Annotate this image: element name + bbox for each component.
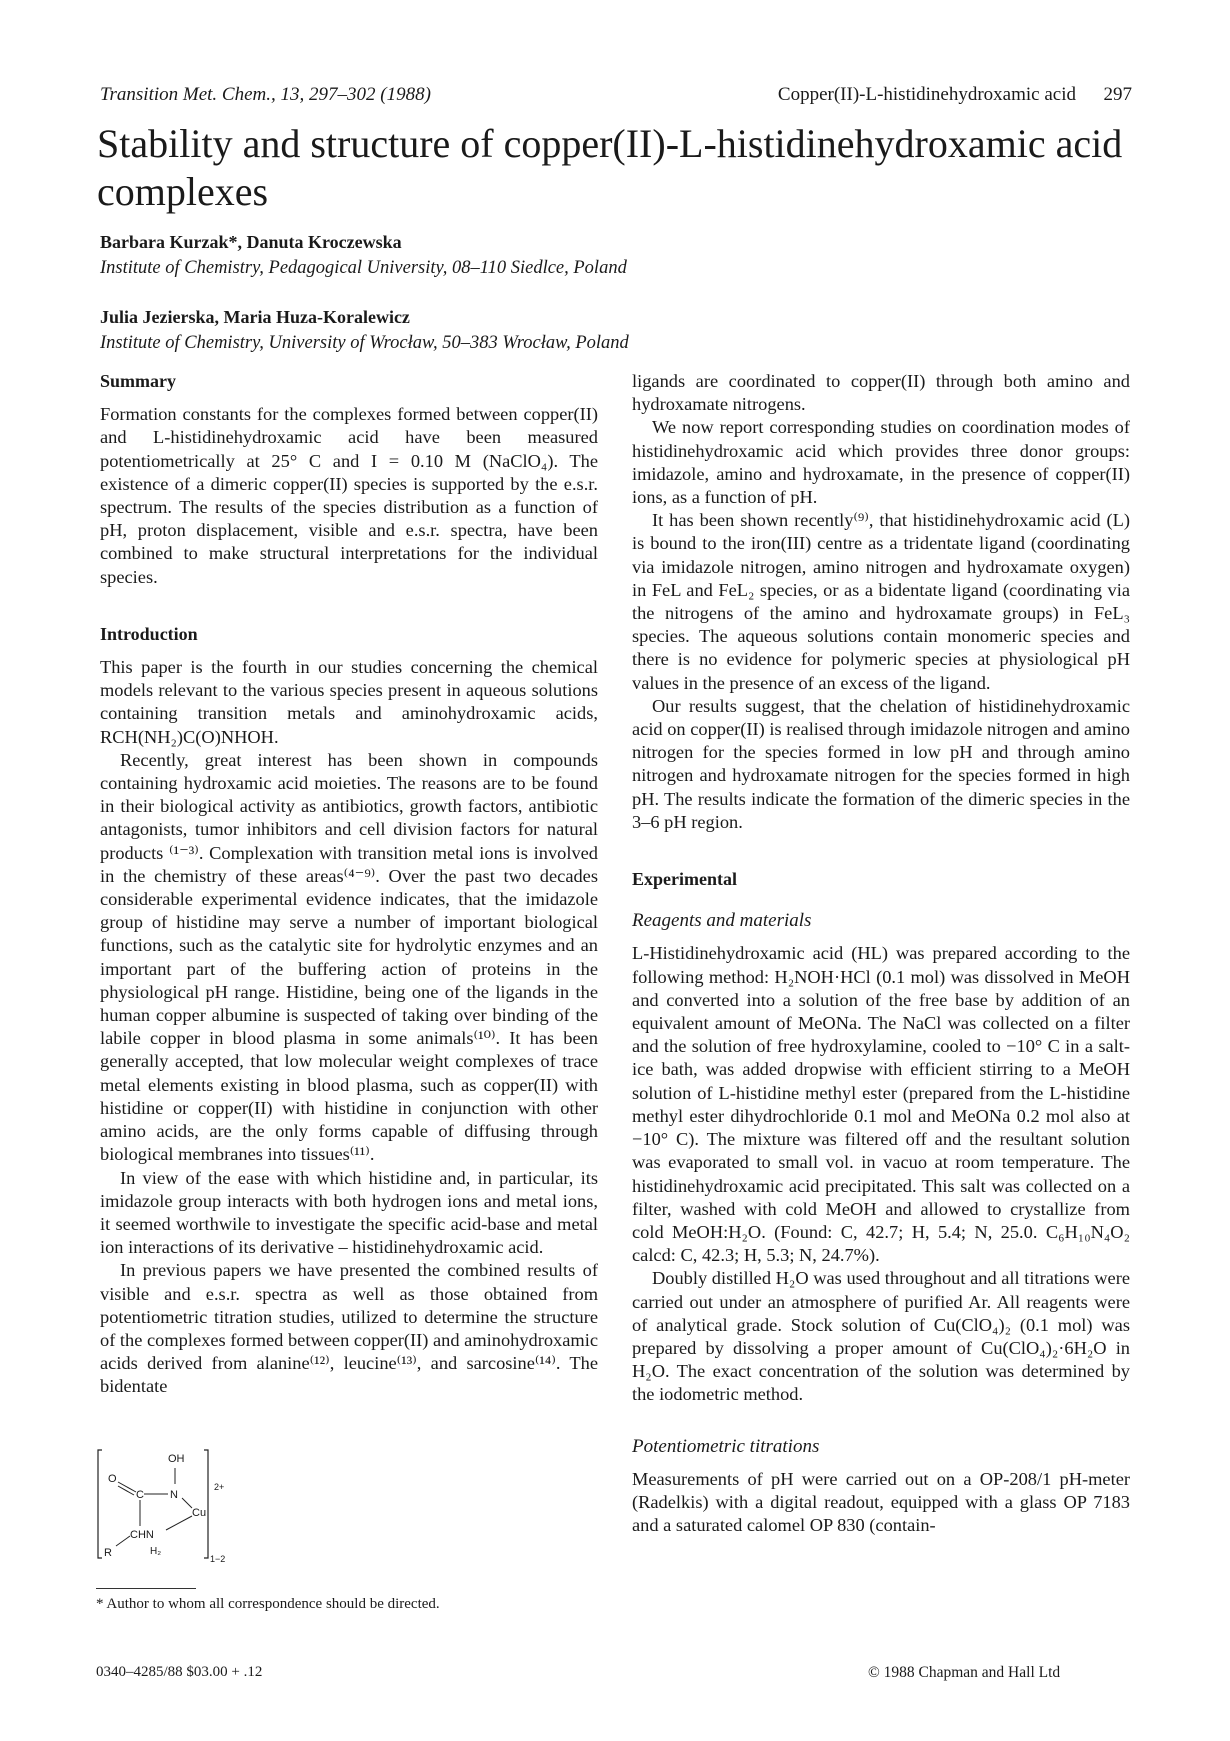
n-cu-bond <box>182 1498 192 1508</box>
charge-label: 2+ <box>214 1482 225 1492</box>
author-group-2: Julia Jezierska, Maria Huza-Koralewicz <box>100 307 410 327</box>
right-paragraph-4: Our results suggest, that the chelation of histidinehydroxamic acid on copper(II) is realised through imidazole nitrogen and amino nitrogen for the species formed in low pH and through amino nitrogen and hydroxamate nitrogen for the species formed in high pH. The results indicate the formation of the dimeric species in the 3–6 pH region. <box>632 695 1130 832</box>
chn-label: CHN <box>130 1529 154 1541</box>
article-title: Stability and structure of copper(II)-L-histidinehydroxamic acid complexes <box>97 121 1123 214</box>
copper-label: Cu <box>192 1507 207 1519</box>
summary-heading: Summary <box>100 371 176 391</box>
co-double-bond <box>118 1486 134 1495</box>
reagents-paragraph-2: Doubly distilled H₂O was used throughout and all titrations were carried out under an atmosphere of purified Ar. All reagents were of analytical grade. Stock solution of Cu(ClO₄)₂ (0.1 mol) was prepared by dissolving a proper amount of Cu(ClO₄)₂·6H₂O in H₂O. The exact concentration of the solution was determined by the iodometric method. <box>632 1268 1130 1405</box>
running-title: Copper(II)-L-histidinehydroxamic acid <box>777 84 1076 105</box>
r-group-label: R <box>104 1547 112 1559</box>
intro-paragraph-4: In previous papers we have presented the combined results of visible and e.s.r. spectra as well as those obtained from potentiometric titration studies, utilized to determine the structure of the complexes formed between copper(II) and aminohydroxamic acids derived from alanine⁽¹²⁾, leucine⁽¹³⁾, and sarcosine⁽¹⁴⁾. The bidentate <box>100 1260 598 1397</box>
intro-paragraph-3: In view of the ease with which histidine and, in particular, its imidazole group interacts with both hydrogen ions and metal ions, it seemed worthwile to investigate the specific acid-base and metal ion interactions of its derivative – histidinehydroxamic acid. <box>100 1167 598 1258</box>
footnote-rule <box>96 1588 196 1589</box>
experimental-heading: Experimental <box>632 869 737 890</box>
intro-paragraph-2: Recently, great interest has been shown in compounds containing hydroxamic acid moieties. The reasons are to be found in their biological activity as antibiotics, growth factors, antibiotic antagonists, tumor inhibitors and cell division factors for natural products ⁽¹⁻³⁾. Complexation with transition metal ions is involved in the chemistry of these areas⁽⁴⁻⁹⁾. Over the past two decades considerable experimental evidence indicates, that the imidazole group of histidine may serve a number of important biological functions, such as the catalytic site for hydrolytic enzymes and an important part of the buffering action of proteins in the physiological pH range. Histidine, being one of the ligands in the human copper albumine is suspected of taking over binding of the labile copper in blood plasma in some animals⁽¹⁰⁾. It has been generally accepted, that low molecular weight complexes of trace metal elements existing in blood plasma, such as copper(II) with histidine or copper(II) with histidine in conjunction with other amino acids, are the only forms capable of diffusing through biological membranes into tissues⁽¹¹⁾. <box>100 749 598 1165</box>
carbon-label: C <box>136 1489 144 1501</box>
right-paragraph-3: It has been shown recently⁽⁹⁾, that histidinehydroxamic acid (L) is bound to the iron(III) centre as a tridentate ligand (coordinating via imidazole nitrogen, amino nitrogen and hydroxamate oxygen) in FeL and FeL₂ species, or as a bidentate ligand (coordinating via the nitrogens of the amino and hydroxamate groups) in FeL₃ species. The aqueous solutions contain monomeric species and there is no evidence for polymeric species at physiological pH values in the presence of an excess of the ligand. <box>632 510 1130 693</box>
summary-text: Formation constants for the complexes formed between copper(II) and L-histidinehydroxamic acid have been measured potentiometrically at 25° C and I = 0.10 M (NaClO₄). The existence of a dimeric copper(II) species is supported by the e.s.r. spectrum. The results of the species distribution as a function of pH, proton displacement, visible and e.s.r. spectra, have been combined to make structural interpretations for the individual species. <box>100 404 598 587</box>
right-paragraph-2: We now report corresponding studies on coordination modes of histidinehydroxamic acid which provides three donor groups: imidazole, amino and hydroxamate, in the presence of copper(II) ions, as a function of pH. <box>632 417 1130 508</box>
oxygen-label: O <box>108 1473 117 1485</box>
left-bracket <box>98 1450 102 1558</box>
h2-label: H₂ <box>150 1546 162 1557</box>
page-number: 297 <box>1103 84 1132 105</box>
right-column <box>632 370 1130 1537</box>
potentiometric-paragraph-1: Measurements of pH were carried out on a OP-208/1 pH-meter (Radelkis) with a digital readout, equipped with a glass OP 7183 and a saturated calomel OP 830 (contain- <box>632 1468 1130 1536</box>
author-group-1: Barbara Kurzak*, Danuta Kroczewska <box>100 232 402 252</box>
left-column <box>100 370 598 1399</box>
right-bracket <box>204 1450 208 1558</box>
affiliation-2: Institute of Chemistry, University of Wrocław, 50–383 Wrocław, Poland <box>100 333 629 353</box>
introduction-heading: Introduction <box>100 623 198 644</box>
issn-line: 0340–4285/88 $03.00 + .12 <box>96 1664 263 1680</box>
r-c-bond <box>116 1536 130 1546</box>
stoichiometry-label: 1−2 <box>210 1554 226 1564</box>
right-paragraph-1: ligands are coordinated to copper(II) through both amino and hydroxamate nitrogens. <box>632 371 1130 415</box>
journal-citation: Transition Met. Chem., 13, 297–302 (1988) <box>100 84 431 105</box>
footnote: * Author to whom all correspondence should be directed. <box>96 1596 440 1612</box>
affiliation-1: Institute of Chemistry, Pedagogical University, 08–110 Siedlce, Poland <box>100 258 627 278</box>
potentiometric-heading: Potentiometric titrations <box>632 1435 820 1457</box>
nitrogen-label: N <box>170 1489 178 1501</box>
intro-paragraph-1: This paper is the fourth in our studies concerning the chemical models relevant to the various species present in aqueous solutions containing transition metals and aminohydroxamic acids, RCH(NH₂)C(O)NHOH. <box>100 657 598 747</box>
reagents-heading: Reagents and materials <box>632 910 812 932</box>
hydroxyl-label: OH <box>168 1453 185 1465</box>
amine-cu-bond <box>166 1516 192 1530</box>
reagents-paragraph-1: L-Histidinehydroxamic acid (HL) was prepared according to the following method: H₂NOH·HCl (0.1 mol) was dissolved in MeOH and converted into a solution of the free base by addition of an equivalent amount of MeONa. The NaCl was collected on a filter and the solution of free hydroxylamine, cooled to −10° C in a salt-ice bath, was added dropwise with efficient stirring to a MeOH solution of L-histidine methyl ester (prepared from the L-histidine methyl ester dihydrochloride 0.1 mol and MeONa 0.2 mol also at −10° C). The mixture was filtered off and the resultant solution was evaporated to small vol. in vacuo at room temperature. The histidinehydroxamic acid precipitated. This salt was collected on a filter, washed with cold MeOH and allowed to crystallize from cold MeOH:H₂O. (Found: C, 42.7; H, 5.4; N, 25.0. C₆H₁₀N₄O₂ calcd: C, 42.3; H, 5.3; N, 24.7%). <box>632 943 1130 1266</box>
copyright-line: © 1988 Chapman and Hall Ltd <box>868 1664 1061 1681</box>
structure-figure <box>96 1446 246 1566</box>
